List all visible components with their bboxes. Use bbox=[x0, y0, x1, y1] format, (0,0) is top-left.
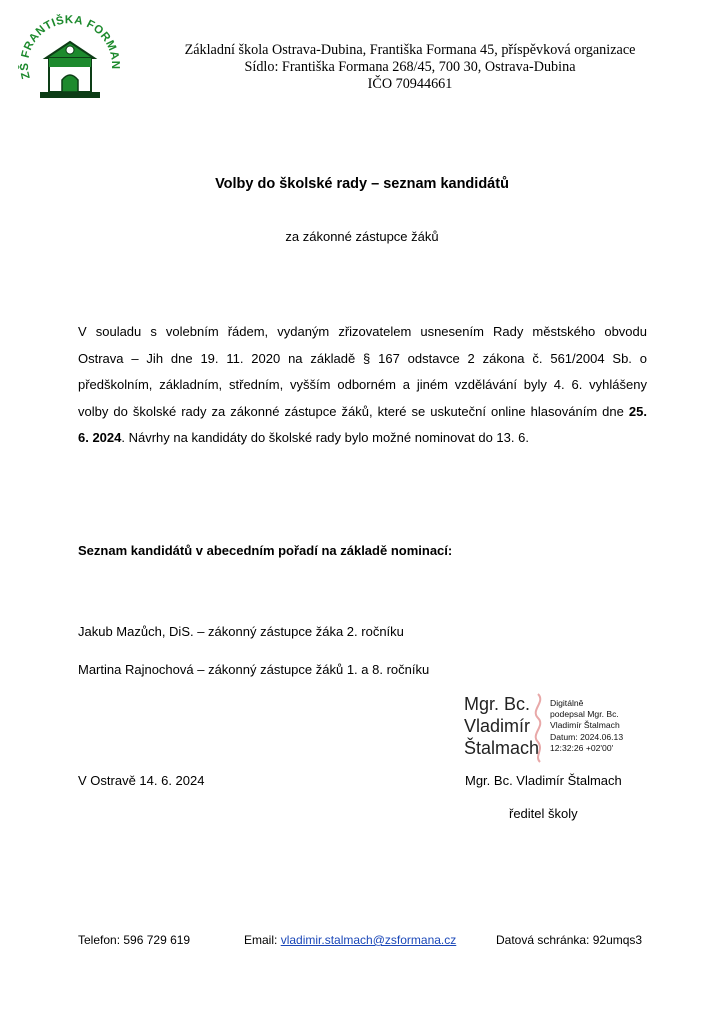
place-and-date: V Ostravě 14. 6. 2024 bbox=[78, 773, 205, 788]
signature-detail-line: Digitálně bbox=[550, 698, 584, 708]
email-link[interactable]: vladimir.stalmach@zsformana.cz bbox=[280, 933, 457, 947]
body-paragraph bbox=[78, 319, 647, 452]
signature-detail-line: Vladimír Štalmach bbox=[550, 720, 620, 731]
document-title: Volby do školské rady – seznam kandidátů bbox=[215, 176, 509, 192]
school-logo bbox=[18, 14, 122, 118]
footer-databox: Datová schránka: 92umqs3 bbox=[496, 933, 643, 947]
signature-detail-line: 12:32:26 +02'00' bbox=[550, 742, 614, 753]
director-name: Mgr. Bc. Vladimír Štalmach bbox=[465, 773, 622, 788]
footer-email bbox=[244, 933, 456, 947]
paragraph-text: . Návrhy na kandidáty do školské rady bylo možné nominovat do 13. 6. bbox=[121, 430, 529, 446]
header-line-address: Sídlo: Františka Formana 268/45, 700 30, Ostrava-Dubina bbox=[244, 59, 576, 75]
paragraph-text: volby do školské rady za zákonné zástupce žáků, které se uskuteční online hlasováním dne bbox=[78, 403, 624, 419]
candidate-item: Martina Rajnochová – zákonný zástupce žáků 1. a 8. ročníku bbox=[78, 662, 430, 677]
paragraph-line: V souladu s volebním řádem, vydaným zřizovatelem usnesením Rady městského obvodu bbox=[78, 324, 647, 339]
candidate-list-heading: Seznam kandidátů v abecedním pořadí na základě nominací: bbox=[78, 543, 453, 558]
candidate-item: Jakub Mazůch, DiS. – zákonný zástupce žáka 2. ročníku bbox=[78, 624, 404, 639]
document-subtitle: za zákonné zástupce žáků bbox=[285, 229, 439, 244]
logo-text: ZŠ FRANTIŠKA FORMAN bbox=[18, 14, 122, 81]
election-day: 25. bbox=[628, 403, 647, 419]
footer-email-label: Email: bbox=[244, 933, 281, 947]
signature-mark bbox=[524, 692, 550, 764]
signature-name-line: Mgr. Bc. bbox=[464, 694, 531, 714]
footer-phone: Telefon: 596 729 619 bbox=[78, 933, 191, 947]
paragraph-line: Ostrava – Jih dne 19. 11. 2020 na základě § 167 odstavce 2 zákona č. 561/2004 Sb. o bbox=[78, 350, 647, 366]
school-header bbox=[130, 42, 690, 93]
signature-detail-line: Datum: 2024.06.13 bbox=[550, 731, 624, 742]
header-line-name: Základní škola Ostrava-Dubina, Františka Formana 45, příspěvková organizace bbox=[184, 42, 636, 58]
paragraph-line bbox=[78, 399, 647, 426]
header-line-ico: IČO 70944661 bbox=[367, 76, 453, 92]
election-month-year: 6. 2024 bbox=[78, 430, 122, 446]
digital-signature-details bbox=[550, 698, 623, 754]
signature-name-line: Štalmach bbox=[464, 738, 540, 758]
paragraph-line: předškolním, základním, středním, vyšším odborném a jiném vzdělávání byly 4. 6. vyhlášeny bbox=[78, 377, 647, 393]
director-role: ředitel školy bbox=[509, 806, 578, 821]
signature-detail-line: podepsal Mgr. Bc. bbox=[550, 709, 619, 720]
paragraph-line bbox=[78, 425, 647, 452]
signature-name-line: Vladimír bbox=[464, 716, 531, 736]
